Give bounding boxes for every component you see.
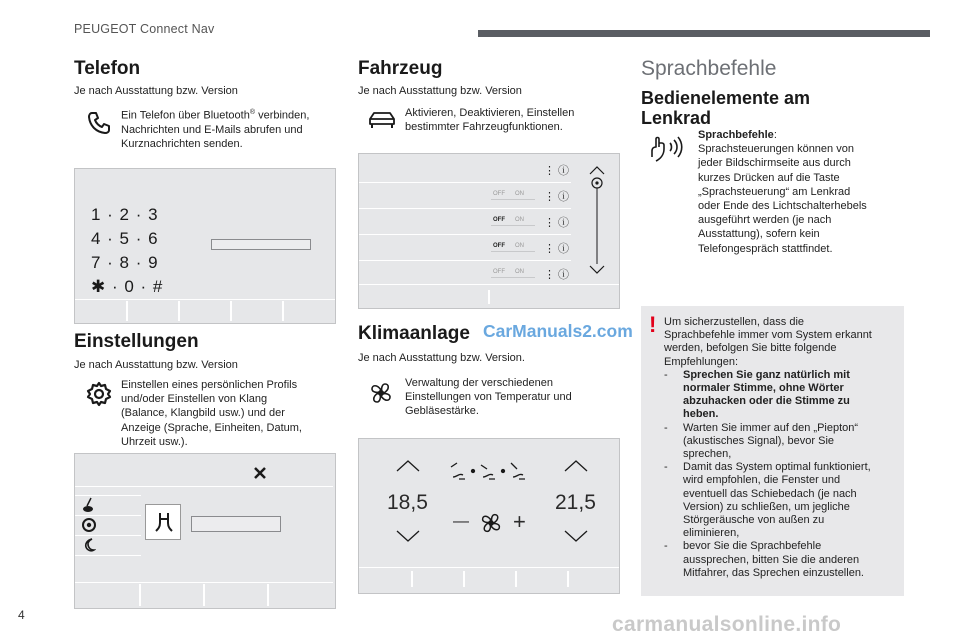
car-icon — [367, 108, 397, 130]
sound-icon — [82, 497, 96, 513]
klimaanlage-screen — [358, 438, 620, 594]
temp-right: 21,5 — [555, 491, 596, 514]
watermark-mid: CarManuals2.com — [483, 321, 633, 341]
warning-box — [641, 306, 904, 596]
list-item: - Damit das System optimal funktioniert, wird empfohlen, die Fenster und eventuell das Schiebedach (je nach Version) zu schließen, um jegliche Störgeräusche von außen zu eliminieren, — [664, 461, 871, 540]
chevron-down-icon — [563, 529, 589, 543]
fahrzeug-title: Fahrzeug — [358, 58, 443, 79]
keypad-row-4: ✱ · 0 · # — [91, 277, 164, 296]
list-item: - bevor Sie die Sprachbefehle aussprechen, bitten Sie die anderen Mitfahrer, das Sprechen einzustellen. — [664, 540, 864, 579]
fan-minus-button: — — [453, 513, 469, 530]
telefon-intro: Je nach Ausstattung bzw. Version — [74, 85, 238, 97]
list-item: - Sprechen Sie ganz natürlich mit normaler Stimme, ohne Wörter abzuhacken oder die Stimme zu heben. — [664, 368, 850, 421]
telefon-desc: Ein Telefon über Bluetooth® verbinden, Nachrichten und E-Mails abrufen und Kurznachrichten senden. — [121, 109, 310, 151]
more-and-info-icons: ⋮ ⓘ — [544, 243, 570, 255]
keypad-row-1: 1 · 2 · 3 — [91, 205, 159, 224]
sprachbefehle-subtitle: Bedienelemente am Lenkrad — [641, 88, 811, 128]
keypad-row-3: 7 · 8 · 9 — [91, 253, 159, 272]
more-and-info-icons: ⋮ ⓘ — [544, 217, 570, 229]
air-distribution-icons — [447, 459, 533, 481]
einstellungen-screen — [74, 453, 336, 609]
watermark-bottom: carmanualsonline.info — [612, 613, 842, 636]
fahrzeug-intro: Je nach Ausstattung bzw. Version — [358, 85, 522, 97]
toggle-switch: OFF ON — [491, 266, 535, 278]
keypad-row-2: 4 · 5 · 6 — [91, 229, 159, 248]
toggle-switch: OFF ON — [491, 188, 535, 200]
more-and-info-icons: ⋮ ⓘ — [544, 269, 570, 281]
number-field — [211, 239, 311, 250]
header-bar — [478, 30, 930, 37]
fan-icon — [366, 378, 396, 408]
toggle-switch: OFF ON — [491, 214, 535, 226]
telefon-screen — [74, 168, 336, 324]
warning-icon: ! — [649, 312, 657, 337]
phone-icon — [86, 110, 112, 136]
einstellungen-desc: Einstellen eines persönlichen Profils und/oder Einstellen von Klang (Balance, Klangbild usw.) und der Anzeige (Sprache, Einheiten, Datum, Uhrzeit usw.). — [121, 379, 302, 448]
profile-settings-icon — [80, 516, 98, 534]
einstellungen-intro: Je nach Ausstattung bzw. Version — [74, 359, 238, 371]
fan-speed-icon — [477, 509, 505, 537]
close-icon — [253, 466, 267, 480]
chevron-up-icon — [563, 459, 589, 473]
page-number: 4 — [18, 608, 25, 622]
telefon-title: Telefon — [74, 58, 141, 79]
gear-icon — [86, 381, 112, 407]
more-and-info-icons: ⋮ ⓘ — [544, 165, 570, 177]
klimaanlage-desc: Verwaltung der verschiedenen Einstellungen von Temperatur und Gebläsestärke. — [405, 377, 572, 418]
profile-field — [191, 516, 281, 532]
warning-text: Um sicherzustellen, dass die Sprachbefehle immer vom System erkannt werden, befolgen Sie bitte folgende Empfehlungen: - Sprechen Sie ganz natürlich mit normaler Stimme, ohne Wörter abzuhacken oder die Stimme zu heben. - Warten Sie immer auf den „Piepton“ (akustisches Signal), bevor Sie sprechen, - Damit das System optimal funktioniert, wird empfohlen, die Fenster und eventuell das Schiebedach (je nach Version) zu schließen, um jegliche Störgeräusche von außen zu eliminieren, - bevor Sie die Sprachbefehle aussprechen, bitten Sie die anderen Mitfahrer, das Sprechen einzustellen. — [664, 316, 900, 580]
fan-plus-button: + — [513, 509, 526, 534]
header-title: PEUGEOT Connect Nav — [74, 22, 215, 36]
more-and-info-icons: ⋮ ⓘ — [544, 191, 570, 203]
einstellungen-title: Einstellungen — [74, 331, 199, 352]
klimaanlage-intro: Je nach Ausstattung bzw. Version. — [358, 352, 525, 364]
sprachbefehle-title: Sprachbefehle — [641, 57, 777, 80]
toggle-switch: OFF ON — [491, 240, 535, 252]
voice-command-icon — [648, 133, 686, 163]
klimaanlage-title: Klimaanlage — [358, 323, 470, 344]
fahrzeug-screen — [358, 153, 620, 309]
chevron-up-icon — [395, 459, 421, 473]
profile-button — [145, 504, 181, 540]
temp-left: 18,5 — [387, 491, 428, 514]
scrollbar — [587, 164, 607, 276]
list-item: - Warten Sie immer auf den „Piepton“ (akustisches Signal), bevor Sie sprechen, — [664, 421, 859, 461]
fahrzeug-desc: Aktivieren, Deaktivieren, Einstellen bestimmter Fahrzeugfunktionen. — [405, 107, 575, 134]
chevron-down-icon — [395, 529, 421, 543]
sprachbefehle-desc: Sprachbefehle: Sprachsteuerungen können von jeder Bildschirmseite aus durch kurzes Drücken auf die Taste „Sprachsteuerung“ am Lenkrad oder Ende des Lichtschalterhebels ausgeführt werden (je nach Ausstattung), sofern kein Telefongespräch stattfindet. — [698, 129, 867, 255]
moon-icon — [82, 537, 96, 553]
